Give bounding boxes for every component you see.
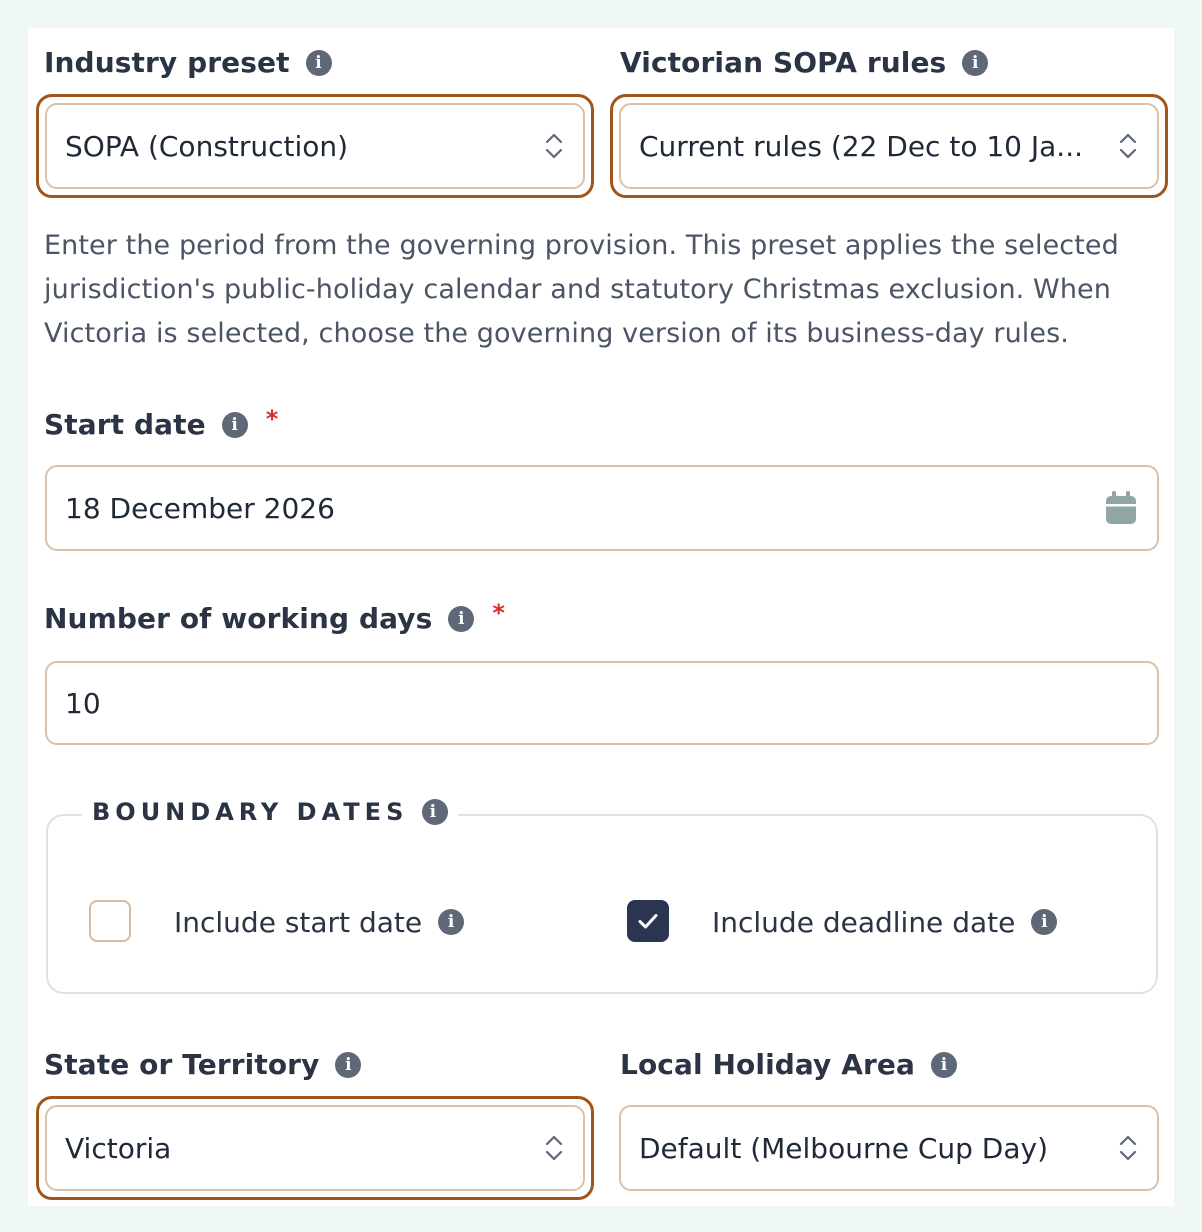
industry-preset-select[interactable]	[45, 103, 585, 189]
chevron-up-down-icon	[1117, 1133, 1139, 1163]
info-icon[interactable]: i	[962, 50, 988, 76]
include-start-date-label[interactable]	[174, 902, 464, 942]
sopa-rules-label-text: Victorian SOPA rules	[620, 46, 947, 79]
chevron-up-down-icon	[543, 131, 565, 161]
required-marker: *	[492, 598, 506, 627]
preset-help-text: Enter the period from the governing provision. This preset applies the selected jurisdiction's public-holiday calendar and statutory Christmas exclusion. When Victoria is selected, choose the governing version of its business-day rules.	[44, 230, 1119, 349]
start-date-input[interactable]	[45, 465, 1159, 551]
working-days-input[interactable]	[45, 661, 1159, 745]
info-icon[interactable]: i	[306, 50, 332, 76]
state-label-text: State or Territory	[44, 1048, 320, 1081]
include-deadline-date-label-text: Include deadline date	[712, 905, 1016, 939]
include-deadline-date-label[interactable]	[712, 902, 1057, 942]
calendar-icon[interactable]	[1103, 490, 1139, 526]
industry-preset-value: SOPA (Construction)	[65, 129, 349, 163]
include-start-date-checkbox[interactable]	[89, 900, 131, 942]
sopa-rules-select[interactable]	[619, 103, 1159, 189]
chevron-up-down-icon	[1117, 131, 1139, 161]
info-icon[interactable]: i	[335, 1052, 361, 1078]
local-holiday-select[interactable]	[619, 1105, 1159, 1191]
local-holiday-label	[620, 1048, 957, 1081]
boundary-dates-legend	[82, 798, 458, 826]
info-icon[interactable]: i	[931, 1052, 957, 1078]
info-icon[interactable]: i	[448, 606, 474, 632]
state-value: Victoria	[65, 1131, 172, 1165]
industry-preset-label-text: Industry preset	[44, 46, 290, 79]
info-icon[interactable]: i	[1031, 909, 1057, 935]
start-date-label-text: Start date	[44, 408, 206, 441]
state-label	[44, 1048, 361, 1081]
info-icon[interactable]: i	[222, 412, 248, 438]
info-icon[interactable]: i	[438, 909, 464, 935]
working-days-value: 10	[65, 686, 101, 720]
sopa-rules-label	[620, 46, 988, 79]
start-date-label	[44, 404, 279, 441]
info-icon[interactable]: i	[422, 799, 448, 825]
start-date-value: 18 December 2026	[65, 491, 335, 525]
include-start-date-label-text: Include start date	[174, 905, 423, 939]
working-days-label-text: Number of working days	[44, 602, 433, 635]
boundary-dates-legend-text: BOUNDARY DATES	[92, 798, 409, 826]
state-select[interactable]	[45, 1105, 585, 1191]
working-days-label	[44, 598, 506, 635]
required-marker: *	[265, 404, 279, 433]
chevron-up-down-icon	[543, 1133, 565, 1163]
include-deadline-date-checkbox[interactable]	[627, 900, 669, 942]
local-holiday-value: Default (Melbourne Cup Day)	[639, 1131, 1049, 1165]
local-holiday-label-text: Local Holiday Area	[620, 1048, 916, 1081]
industry-preset-label	[44, 46, 332, 79]
sopa-rules-value: Current rules (22 Dec to 10 Ja...	[639, 129, 1084, 163]
check-icon	[635, 908, 661, 934]
